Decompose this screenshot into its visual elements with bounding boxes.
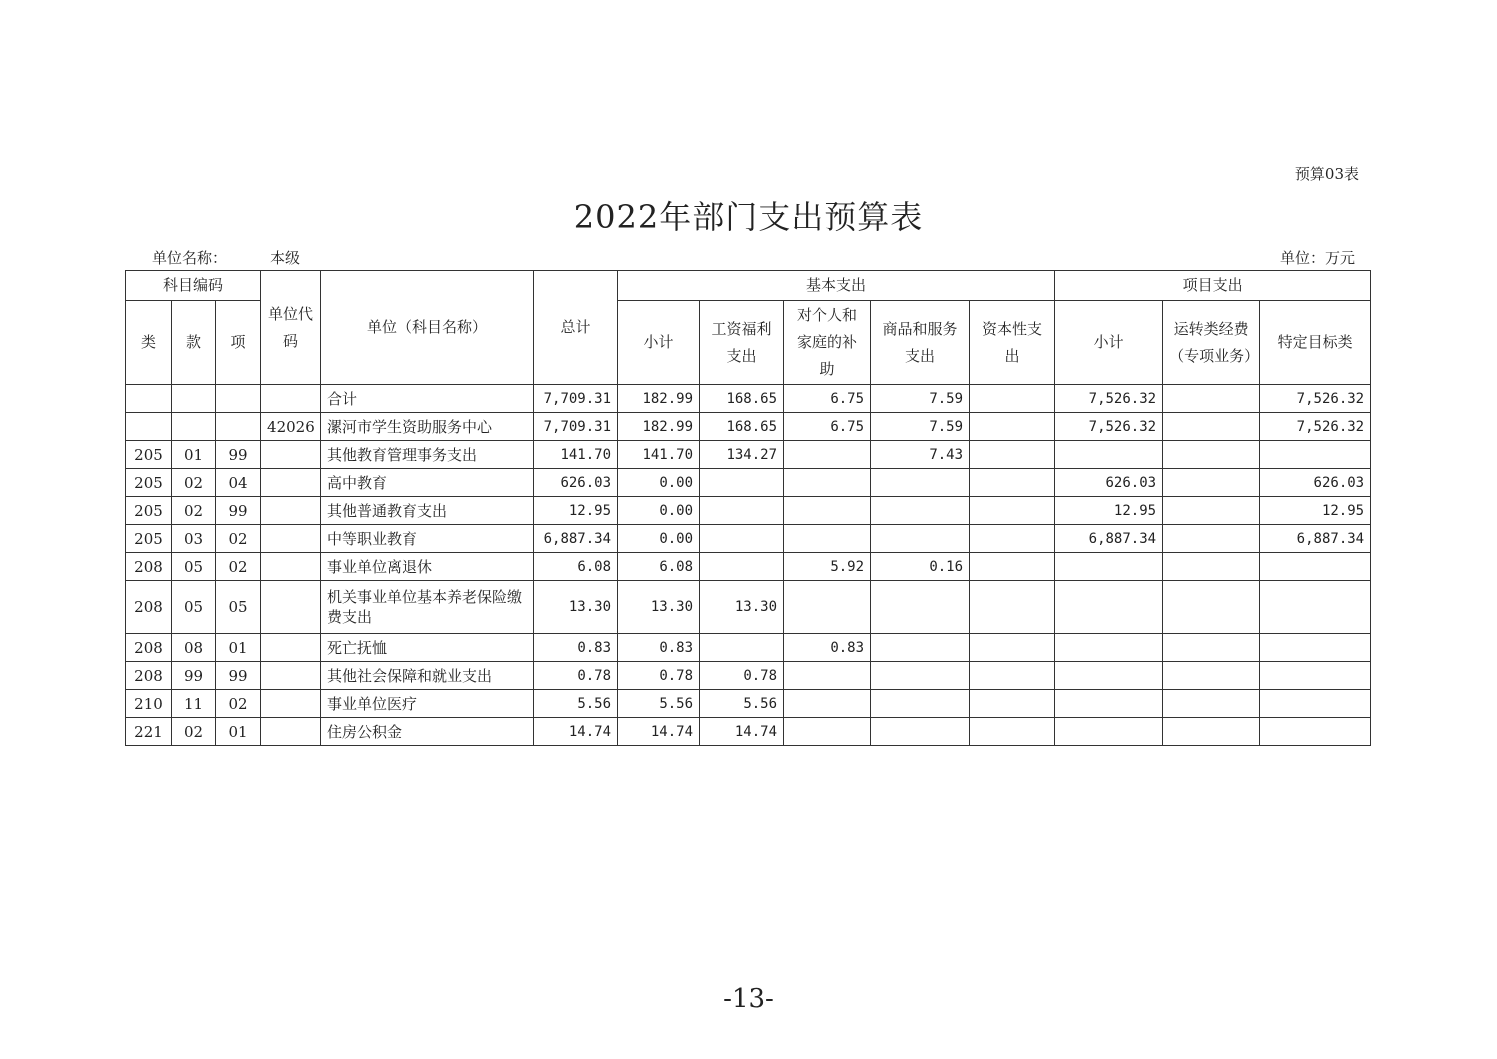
cell-name: 中等职业教育 <box>321 525 534 553</box>
form-id: 预算03表 <box>1294 165 1359 183</box>
cell-specific <box>1260 690 1371 718</box>
cell-kuan: 05 <box>172 553 216 581</box>
cell-xiang: 01 <box>216 634 261 662</box>
cell-subsidy <box>784 525 871 553</box>
cell-kuan: 05 <box>172 581 216 634</box>
cell-xiang <box>216 413 261 441</box>
cell-specific: 7,526.32 <box>1260 413 1371 441</box>
cell-unit-code <box>261 581 321 634</box>
cell-wages <box>700 469 784 497</box>
cell-specific <box>1260 441 1371 469</box>
cell-total: 0.83 <box>534 634 618 662</box>
cell-subsidy: 0.83 <box>784 634 871 662</box>
cell-operating <box>1163 385 1260 413</box>
cell-project-subtotal <box>1055 553 1163 581</box>
table-row <box>126 441 1371 469</box>
cell-unit-code <box>261 441 321 469</box>
cell-project-subtotal: 7,526.32 <box>1055 413 1163 441</box>
cell-wages <box>700 497 784 525</box>
cell-xiang: 99 <box>216 497 261 525</box>
cell-wages: 13.30 <box>700 581 784 634</box>
cell-specific <box>1260 634 1371 662</box>
table-row <box>126 690 1371 718</box>
cell-xiang: 05 <box>216 581 261 634</box>
cell-subsidy <box>784 662 871 690</box>
header-lei: 类 <box>126 301 172 385</box>
cell-basic-subtotal: 182.99 <box>618 413 700 441</box>
header-operating-special: 运转类经费（专项业务） <box>1163 301 1260 385</box>
cell-basic-subtotal: 14.74 <box>618 718 700 746</box>
cell-subsidy <box>784 469 871 497</box>
header-personal-family-subsidy: 对个人和家庭的补助 <box>784 301 871 385</box>
cell-specific <box>1260 718 1371 746</box>
header-wages-welfare: 工资福利支出 <box>700 301 784 385</box>
cell-project-subtotal <box>1055 634 1163 662</box>
cell-capital <box>970 662 1055 690</box>
cell-xiang: 01 <box>216 718 261 746</box>
cell-specific <box>1260 581 1371 634</box>
cell-project-subtotal: 12.95 <box>1055 497 1163 525</box>
header-goods-services: 商品和服务支出 <box>871 301 970 385</box>
cell-operating <box>1163 634 1260 662</box>
cell-capital <box>970 634 1055 662</box>
cell-subsidy <box>784 497 871 525</box>
cell-project-subtotal <box>1055 581 1163 634</box>
cell-goods <box>871 690 970 718</box>
cell-operating <box>1163 553 1260 581</box>
cell-total: 6.08 <box>534 553 618 581</box>
cell-name: 事业单位医疗 <box>321 690 534 718</box>
cell-basic-subtotal: 13.30 <box>618 581 700 634</box>
cell-operating <box>1163 690 1260 718</box>
header-basic-subtotal: 小计 <box>618 301 700 385</box>
header-project-subtotal: 小计 <box>1055 301 1163 385</box>
cell-wages: 5.56 <box>700 690 784 718</box>
cell-unit-code: 42026 <box>261 413 321 441</box>
cell-specific <box>1260 662 1371 690</box>
budget-table <box>125 270 1371 746</box>
cell-goods <box>871 469 970 497</box>
cell-unit-code <box>261 525 321 553</box>
table-row <box>126 525 1371 553</box>
cell-operating <box>1163 525 1260 553</box>
cell-kuan: 11 <box>172 690 216 718</box>
cell-capital <box>970 413 1055 441</box>
cell-lei: 205 <box>126 469 172 497</box>
cell-subsidy <box>784 441 871 469</box>
cell-unit-code <box>261 634 321 662</box>
header-total: 总计 <box>534 271 618 385</box>
cell-subsidy <box>784 690 871 718</box>
header-unit-code: 单位代码 <box>261 271 321 385</box>
cell-name: 其他社会保障和就业支出 <box>321 662 534 690</box>
cell-xiang: 02 <box>216 690 261 718</box>
table-row <box>126 581 1371 634</box>
cell-goods: 7.59 <box>871 413 970 441</box>
header-subject-code: 科目编码 <box>126 271 261 301</box>
cell-capital <box>970 385 1055 413</box>
cell-specific: 626.03 <box>1260 469 1371 497</box>
cell-total: 626.03 <box>534 469 618 497</box>
cell-goods <box>871 581 970 634</box>
cell-xiang: 99 <box>216 662 261 690</box>
cell-kuan: 02 <box>172 497 216 525</box>
cell-subsidy: 5.92 <box>784 553 871 581</box>
cell-operating <box>1163 413 1260 441</box>
page-title: 2022年部门支出预算表 <box>573 198 924 236</box>
cell-project-subtotal <box>1055 718 1163 746</box>
cell-kuan: 99 <box>172 662 216 690</box>
cell-unit-code <box>261 553 321 581</box>
cell-name: 其他教育管理事务支出 <box>321 441 534 469</box>
cell-wages: 0.78 <box>700 662 784 690</box>
header-project-expenditure: 项目支出 <box>1055 271 1371 301</box>
cell-lei: 205 <box>126 525 172 553</box>
cell-name: 事业单位离退休 <box>321 553 534 581</box>
cell-lei <box>126 413 172 441</box>
cell-unit-code <box>261 662 321 690</box>
cell-operating <box>1163 497 1260 525</box>
cell-kuan: 02 <box>172 718 216 746</box>
unit-name-value: 本级 <box>270 249 301 267</box>
cell-xiang: 02 <box>216 553 261 581</box>
cell-goods <box>871 525 970 553</box>
cell-project-subtotal <box>1055 690 1163 718</box>
cell-operating <box>1163 469 1260 497</box>
cell-lei: 205 <box>126 441 172 469</box>
cell-lei: 205 <box>126 497 172 525</box>
cell-capital <box>970 525 1055 553</box>
cell-name: 死亡抚恤 <box>321 634 534 662</box>
cell-capital <box>970 497 1055 525</box>
header-unit-subject-name: 单位（科目名称） <box>321 271 534 385</box>
header-kuan: 款 <box>172 301 216 385</box>
cell-capital <box>970 441 1055 469</box>
cell-wages: 168.65 <box>700 413 784 441</box>
cell-operating <box>1163 441 1260 469</box>
cell-unit-code <box>261 690 321 718</box>
cell-wages <box>700 525 784 553</box>
header-specific-target: 特定目标类 <box>1260 301 1371 385</box>
cell-kuan: 01 <box>172 441 216 469</box>
header-basic-expenditure: 基本支出 <box>618 271 1055 301</box>
cell-name: 高中教育 <box>321 469 534 497</box>
cell-lei: 210 <box>126 690 172 718</box>
cell-specific: 12.95 <box>1260 497 1371 525</box>
cell-goods <box>871 718 970 746</box>
cell-unit-code <box>261 497 321 525</box>
cell-unit-code <box>261 385 321 413</box>
table-row <box>126 413 1371 441</box>
table-row <box>126 385 1371 413</box>
cell-basic-subtotal: 0.83 <box>618 634 700 662</box>
cell-project-subtotal: 6,887.34 <box>1055 525 1163 553</box>
cell-basic-subtotal: 0.00 <box>618 497 700 525</box>
table-row <box>126 553 1371 581</box>
cell-kuan <box>172 413 216 441</box>
cell-goods <box>871 634 970 662</box>
cell-specific <box>1260 553 1371 581</box>
cell-total: 13.30 <box>534 581 618 634</box>
table-row <box>126 718 1371 746</box>
cell-capital <box>970 581 1055 634</box>
cell-specific: 6,887.34 <box>1260 525 1371 553</box>
table-row <box>126 662 1371 690</box>
cell-wages <box>700 553 784 581</box>
header-capital: 资本性支出 <box>970 301 1055 385</box>
cell-total: 5.56 <box>534 690 618 718</box>
cell-xiang: 99 <box>216 441 261 469</box>
cell-unit-code <box>261 469 321 497</box>
cell-lei: 208 <box>126 553 172 581</box>
cell-subsidy: 6.75 <box>784 385 871 413</box>
cell-project-subtotal <box>1055 441 1163 469</box>
cell-wages: 14.74 <box>700 718 784 746</box>
cell-subsidy <box>784 718 871 746</box>
cell-capital <box>970 553 1055 581</box>
cell-name: 其他普通教育支出 <box>321 497 534 525</box>
table-row <box>126 497 1371 525</box>
cell-operating <box>1163 581 1260 634</box>
cell-specific: 7,526.32 <box>1260 385 1371 413</box>
cell-goods <box>871 662 970 690</box>
cell-basic-subtotal: 0.00 <box>618 525 700 553</box>
cell-goods: 7.59 <box>871 385 970 413</box>
cell-total: 14.74 <box>534 718 618 746</box>
page-number: -13- <box>723 984 774 1014</box>
currency-unit: 单位：万元 <box>1279 249 1355 267</box>
cell-name: 机关事业单位基本养老保险缴费支出 <box>321 581 534 634</box>
cell-kuan <box>172 385 216 413</box>
table-body <box>126 385 1371 746</box>
cell-operating <box>1163 662 1260 690</box>
cell-basic-subtotal: 0.78 <box>618 662 700 690</box>
cell-lei: 208 <box>126 662 172 690</box>
cell-subsidy: 6.75 <box>784 413 871 441</box>
cell-project-subtotal <box>1055 662 1163 690</box>
cell-subsidy <box>784 581 871 634</box>
cell-basic-subtotal: 0.00 <box>618 469 700 497</box>
cell-goods: 7.43 <box>871 441 970 469</box>
cell-lei: 208 <box>126 634 172 662</box>
cell-name: 漯河市学生资助服务中心 <box>321 413 534 441</box>
cell-total: 141.70 <box>534 441 618 469</box>
cell-total: 7,709.31 <box>534 413 618 441</box>
cell-name: 住房公积金 <box>321 718 534 746</box>
cell-total: 6,887.34 <box>534 525 618 553</box>
cell-goods: 0.16 <box>871 553 970 581</box>
table-row <box>126 469 1371 497</box>
cell-lei: 221 <box>126 718 172 746</box>
cell-total: 0.78 <box>534 662 618 690</box>
cell-unit-code <box>261 718 321 746</box>
cell-capital <box>970 469 1055 497</box>
cell-kuan: 08 <box>172 634 216 662</box>
cell-wages: 168.65 <box>700 385 784 413</box>
cell-lei <box>126 385 172 413</box>
cell-project-subtotal: 7,526.32 <box>1055 385 1163 413</box>
cell-capital <box>970 690 1055 718</box>
header-xiang: 项 <box>216 301 261 385</box>
cell-total: 7,709.31 <box>534 385 618 413</box>
cell-capital <box>970 718 1055 746</box>
cell-xiang: 04 <box>216 469 261 497</box>
cell-basic-subtotal: 6.08 <box>618 553 700 581</box>
cell-project-subtotal: 626.03 <box>1055 469 1163 497</box>
cell-wages: 134.27 <box>700 441 784 469</box>
cell-xiang: 02 <box>216 525 261 553</box>
table-header <box>126 271 1371 385</box>
table-row <box>126 634 1371 662</box>
cell-kuan: 02 <box>172 469 216 497</box>
cell-basic-subtotal: 5.56 <box>618 690 700 718</box>
cell-basic-subtotal: 182.99 <box>618 385 700 413</box>
cell-kuan: 03 <box>172 525 216 553</box>
cell-lei: 208 <box>126 581 172 634</box>
cell-name: 合计 <box>321 385 534 413</box>
unit-name-label: 单位名称： <box>152 249 228 267</box>
cell-operating <box>1163 718 1260 746</box>
cell-goods <box>871 497 970 525</box>
cell-basic-subtotal: 141.70 <box>618 441 700 469</box>
cell-total: 12.95 <box>534 497 618 525</box>
cell-xiang <box>216 385 261 413</box>
cell-wages <box>700 634 784 662</box>
